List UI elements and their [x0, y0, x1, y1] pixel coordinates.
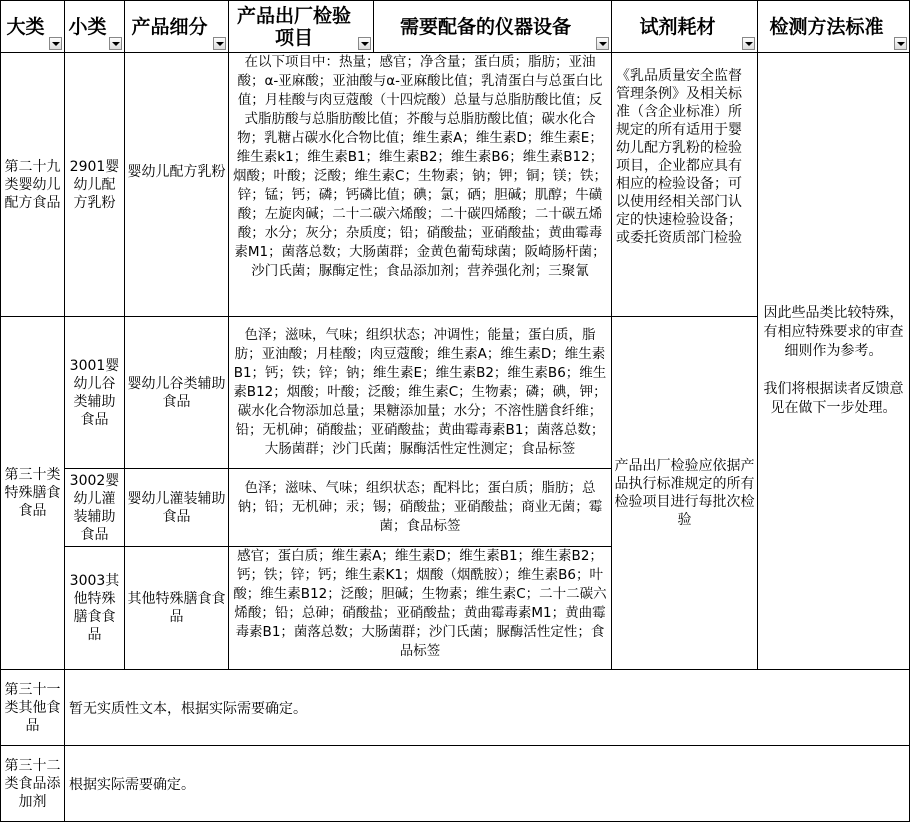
table-row	[1, 670, 910, 746]
filter-dropdown-icon[interactable]	[894, 37, 907, 50]
table-row	[1, 746, 910, 822]
subcategory-cell[interactable]: 婴幼儿配方乳粉	[125, 53, 229, 317]
inspection-items-cell[interactable]: 色泽；滋味，气味；组织状态；冲调性；能量；蛋白质，脂肪；亚油酸；月桂酸；肉豆蔻酸；维生素A；维生素D；维生素B1；钙；铁；锌；钠；维生素E；维生素B2；维生素B6；维生素B12；烟酸；叶酸；泛酸；维生素C；生物素；磷；碘，钾；碳水化合物添加总量；果糖添加量；水分；不溶性膳食纤维；铅；无机砷；硝酸盐；亚硝酸盐；黄曲霉毒素B1；菌落总数；大肠菌群；沙门氏菌；脲酶活性定性测定；食品标签	[229, 317, 612, 469]
subcategory-cell[interactable]: 婴幼儿谷类辅助食品	[125, 317, 229, 469]
major-category-cell[interactable]: 第二十九类婴幼儿配方食品	[1, 53, 65, 317]
filter-dropdown-icon[interactable]	[109, 37, 122, 50]
minor-category-cell[interactable]: 3001婴幼儿谷类辅助食品	[65, 317, 125, 469]
inspection-items-text: 感官；蛋白质；维生素A；维生素D；维生素B1；维生素B2；钙；铁；锌；钙；维生素K1；烟酸（烟酰胺）；维生素B6；叶酸；维生素B12；泛酸；胆碱；生物素；维生素C；二十二碳六烯酸；铅；总砷；硝酸盐；亚硝酸盐；黄曲霉毒素M1；黄曲霉毒素B1；菌落总数；大肠菌群；沙门氏菌；脲酶活性定性；食品标签	[233, 548, 607, 659]
header-reagent: 试剂耗材	[612, 1, 758, 53]
minor-category-cell[interactable]: 3002婴幼儿灌装辅助食品	[65, 469, 125, 547]
header-items: 产品出厂检验项目	[229, 1, 374, 53]
inspection-items-cell[interactable]	[229, 547, 612, 670]
filter-dropdown-icon[interactable]	[213, 37, 226, 50]
major-category-cell[interactable]: 第三十一类其他食品	[1, 670, 65, 746]
inspection-items-cell[interactable]	[229, 53, 612, 317]
subcategory-cell[interactable]: 其他特殊膳食食品	[125, 547, 229, 670]
minor-category-cell[interactable]: 3003其他特殊膳食食品	[65, 547, 125, 670]
subcategory-cell[interactable]: 婴幼儿灌装辅助食品	[125, 469, 229, 547]
minor-category-cell[interactable]: 2901婴幼儿配方乳粉	[65, 53, 125, 317]
reagent-cell[interactable]: 产品出厂检验应依据产品执行标准规定的所有检验项目进行每批次检验	[612, 317, 758, 670]
header-major: 大类	[1, 1, 65, 53]
note-cell[interactable]: 根据实际需要确定。	[65, 746, 910, 822]
header-minor: 小类	[65, 1, 125, 53]
filter-dropdown-icon[interactable]	[596, 37, 609, 50]
major-category-cell[interactable]: 第三十类特殊膳食食品	[1, 317, 65, 670]
reagent-cell[interactable]: 《乳品质量安全监督管理条例》及相关标准（含企业标准）所规定的所有适用于婴幼儿配方乳粉的检验项目，企业都应具有相应的检验设备；可以使用经相关部门认定的快速检验设备；或委托资质部门检验	[612, 53, 758, 317]
note-cell[interactable]: 暂无实质性文本，根据实际需要确定。	[65, 670, 910, 746]
filter-dropdown-icon[interactable]	[49, 37, 62, 50]
major-category-cell[interactable]: 第三十二类食品添加剂	[1, 746, 65, 822]
filter-dropdown-icon[interactable]	[742, 37, 755, 50]
filter-dropdown-icon[interactable]	[358, 37, 371, 50]
header-method: 检测方法标准	[758, 1, 910, 53]
header-row	[1, 1, 910, 53]
header-equipment: 需要配备的仪器设备	[374, 1, 612, 53]
header-sub: 产品细分	[125, 1, 229, 53]
inspection-items-text: 在以下项目中：热量；感官；净含量；蛋白质；脂肪；亚油酸；α-亚麻酸；亚油酸与α-亚麻酸比值；乳清蛋白与总蛋白比值；月桂酸与肉豆蔻酸（十四烷酸）总量与总脂肪酸比值；反式脂肪酸与总脂肪酸比值；芥酸与总脂肪酸比值；碳水化合物；乳糖占碳水化合物比值；维生素A；维生素D；维生素E；维生素k1；维生素B1；维生素B2；维生素B6；维生素B12；烟酸；叶酸；泛酸；维生素C；生物素；钠；钾；铜；镁；铁；锌；锰；钙；磷；钙磷比值；碘；氯；硒；胆碱；肌醇；牛磺酸；左旋肉碱；二十二碳六烯酸；二十碳四烯酸；二十碳五烯酸；水分；灰分；杂质度；铅；硝酸盐；亚硝酸盐；黄曲霉毒素M1；菌落总数；大肠菌群；金黄色葡萄球菌；阪崎肠杆菌；沙门氏菌；脲酶定性；食品添加剂；营养强化剂；三聚氰	[233, 54, 607, 279]
method-standard-cell[interactable]: 因此些品类比较特殊，有相应特殊要求的审查细则作为参考。 我们将根据读者反馈意见在做下一步处理。	[758, 53, 910, 670]
inspection-items-cell[interactable]: 色泽；滋味、气味；组织状态；配料比；蛋白质；脂肪；总钠；铅；无机砷；汞；锡；硝酸盐；亚硝酸盐；商业无菌；霉菌；食品标签	[229, 469, 612, 547]
table-row	[1, 53, 910, 317]
